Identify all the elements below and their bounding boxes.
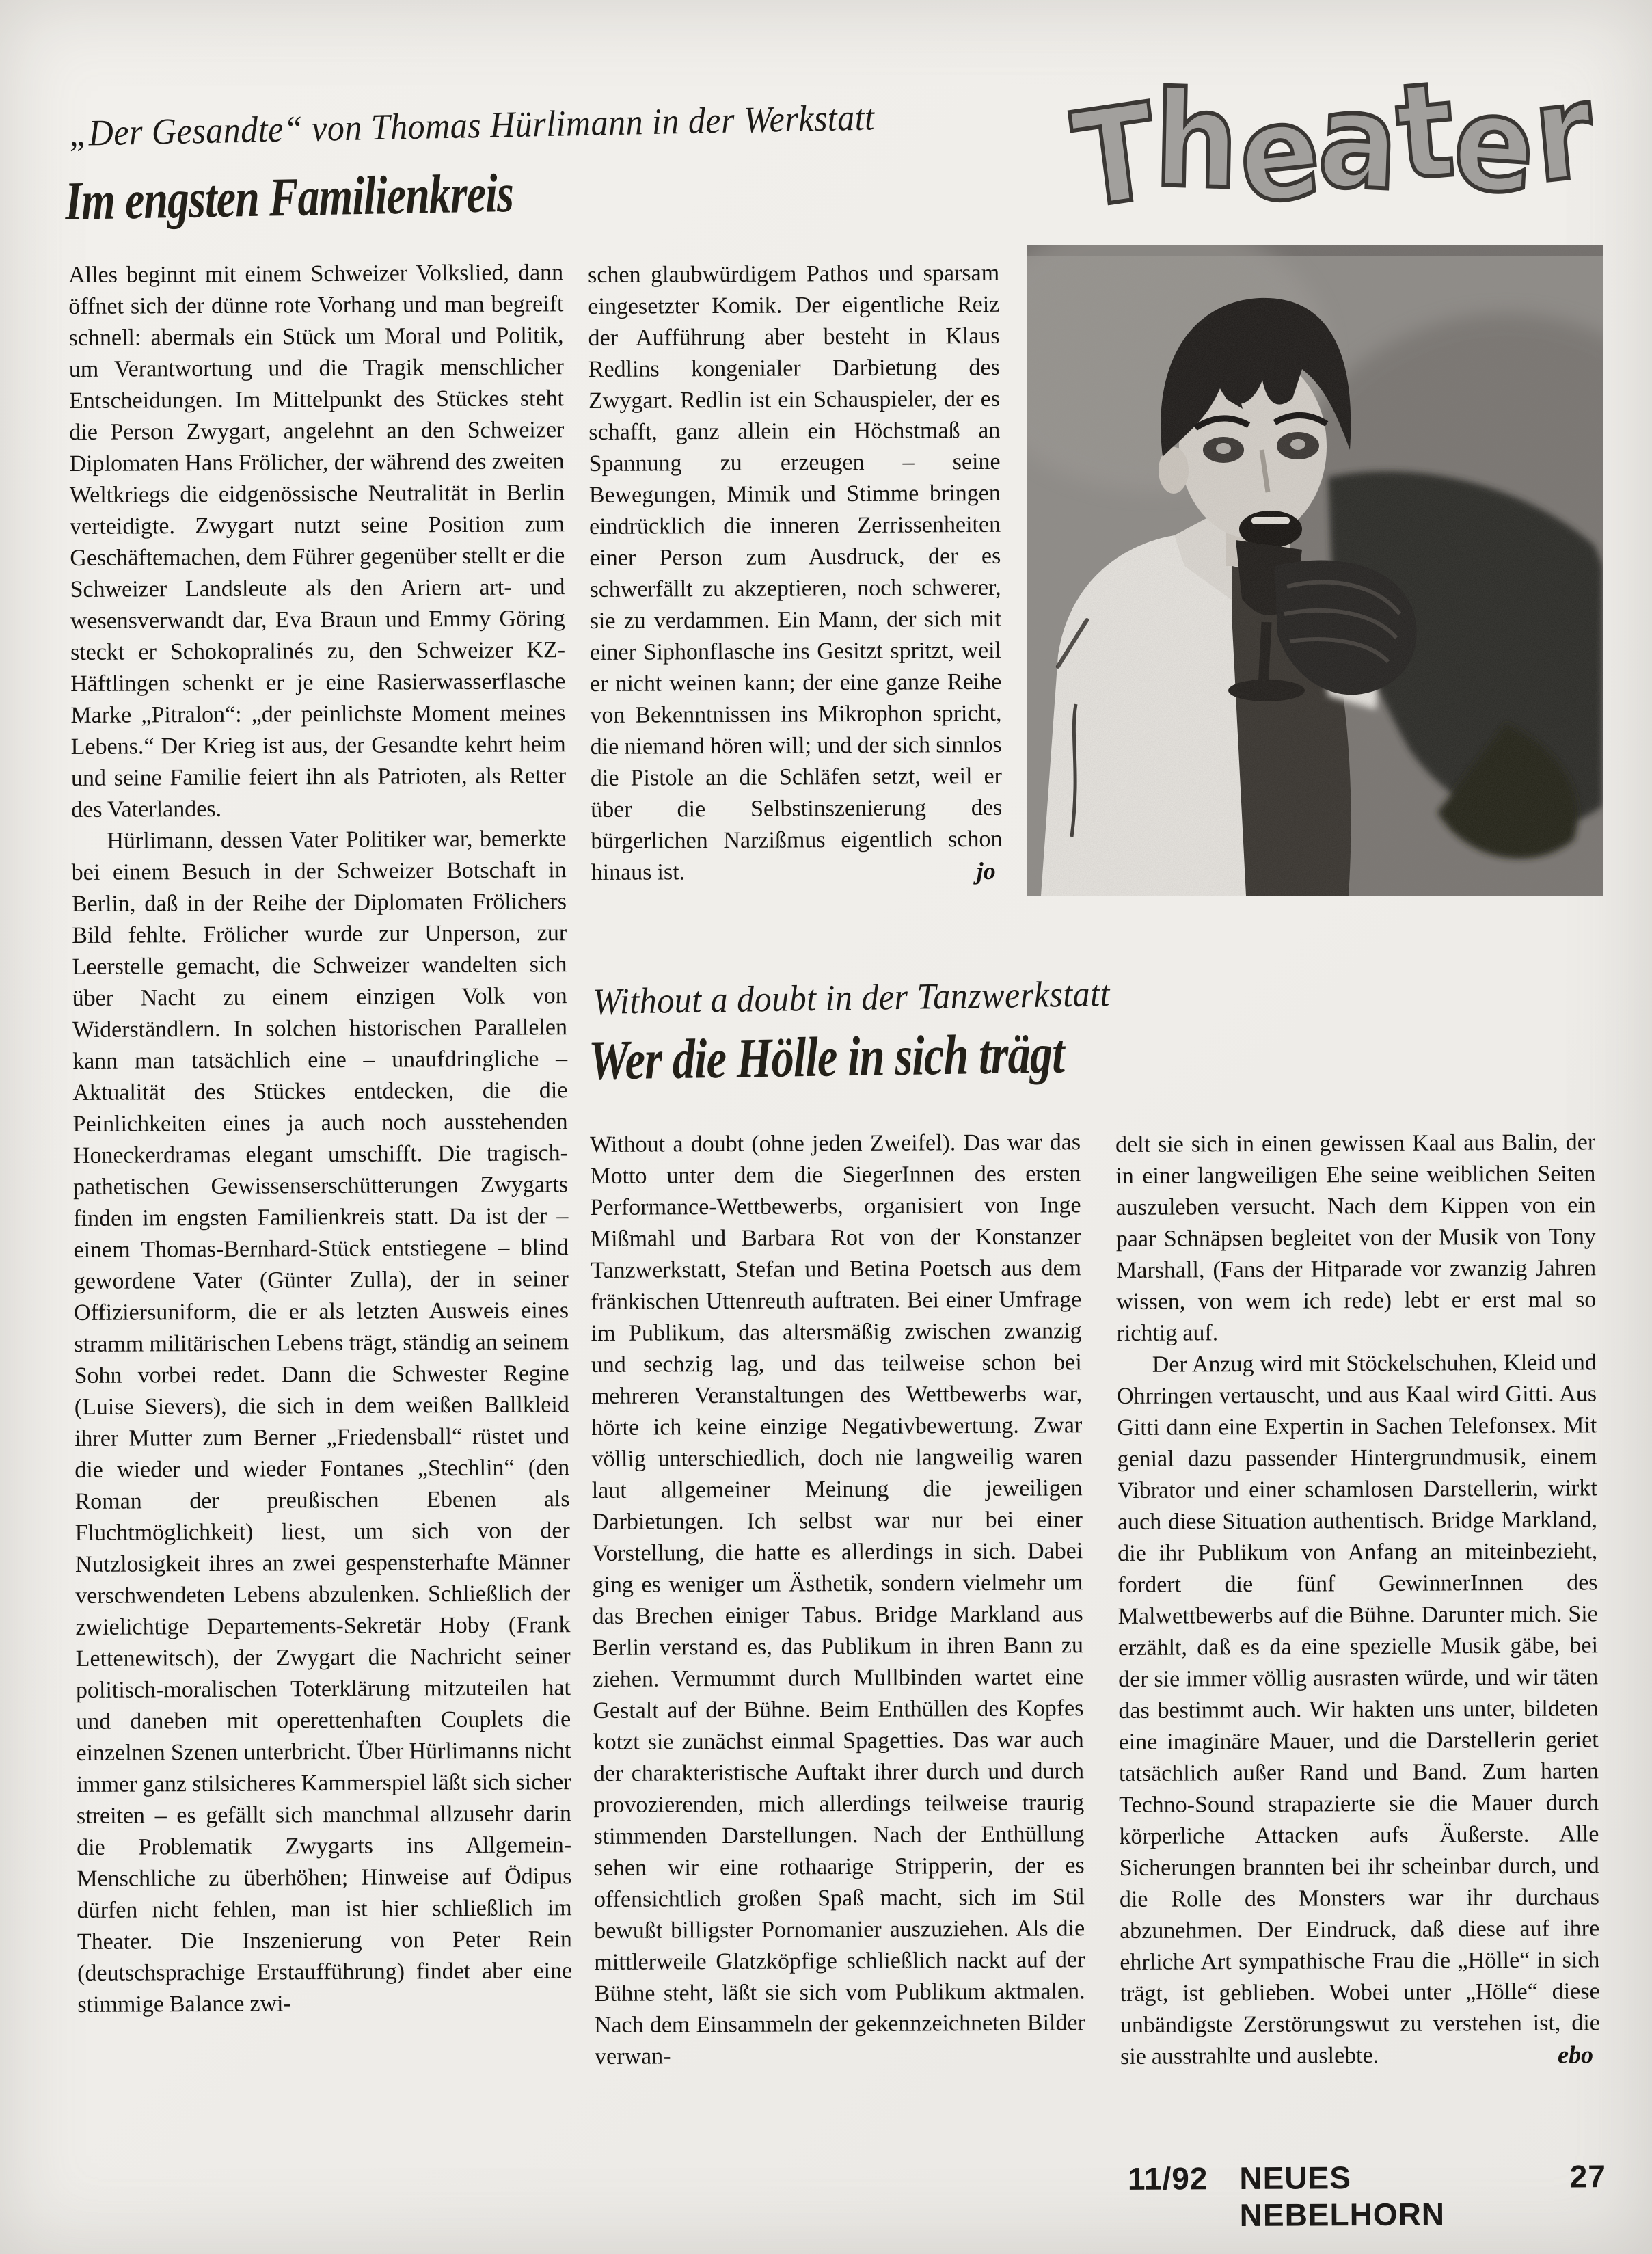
- footer-issue: 11/92: [1127, 2160, 1208, 2197]
- article2-paragraph: Der Anzug wird mit Stöckelschuhen, Kleid und Ohrringen vertauscht, und aus Kaal wird Gitti. Aus Gitti dann eine Expertin in Sachen Telefonsex. Mit genial dazu passender Hintergrundmusik, einem Vibrator und einer schamlosen Darstellerin, wirkt auch diese Situation authentisch. Bridge Markland, die ihr Publikum von Anfang an miteinbezieht, fordert die fünf GewinnerInnen des Malwettbewerbs auf die Bühne. Darunter mich. Sie erzählt, daß es da eine spezielle Musik gäbe, bei der sie immer völlig ausrasten würde, und wir täten das bestimmt auch. Wir hakten uns unter, bildeten eine imaginäre Mauer, und die Darstellerin geriet tatsächlich außer Rand und Band. Zum harten Techno-Sound strapazierte sie die Mauer durch körperliche Attacken aufs Äußerste. Alle Sicherungen brannten bei ihr scheinbar durch, und die Rolle des Monsters war ihr durchaus abzunehmen. Der Eindruck, daß diese auf ihre ehrliche Art sympathische Frau die „Hölle“ in sich trägt, ist geblieben. Wobei unter „Hölle“ diese unbändigste Zerstörungswut zu verstehen ist, die sie ausstrahlte und auslebte.: [1116, 1350, 1600, 2069]
- pen-stroke-artifact: [1066, 703, 1087, 840]
- footer-magazine-name: NEUES NEBELHORN: [1239, 2160, 1446, 2233]
- masthead-letter: t: [1392, 53, 1460, 211]
- masthead-letter: a: [1315, 64, 1401, 221]
- article1-paragraph: Alles beginnt mit einem Schweizer Volkslied, dann öffnet sich der dünne rote Vorhang und man begreift schnell: abermals ein Stück um Moral und Politik, um Verantwortung und die Tragik menschlicher Entscheidungen. Im Mittelpunkt des Stückes steht die Person Zwygart, angelehnt an den Schweizer Diplomaten Hans Frölicher, der während des zweiten Weltkriegs die eidgenössische Neutralität in Berlin verteidigte. Zwygart nutzt seine Position zum Geschäftemachen, dem Führer gegenüber stellt er die Schweizer Landsleute als den Ariern art- und wesensverwandt dar, Eva Braun und Emmy Göring steckt er Schokopralinés zu, den Schweizer KZ-Häftlingen schenkt er je eine Rasierwasserflasche Marke „Pitralon“: „der peinlichste Moment meines Lebens.“ Der Krieg ist aus, der Gesandte kehrt heim und seine Familie feiert ihn als Patrioten, als Retter des Vaterlandes.: [68, 260, 567, 822]
- section-masthead-theater: [1066, 53, 1599, 239]
- article1-column1: [68, 257, 572, 2021]
- article1-kicker: „Der Gesandte“ von Thomas Hürlimann in der Werkstatt: [68, 96, 876, 154]
- masthead-letter: e: [1232, 73, 1326, 234]
- article2-column2: [1115, 1127, 1600, 2073]
- article1-paragraph: schen glaubwürdigem Pathos und sparsam eingesetzter Komik. Der eigentliche Reiz der Aufführung aber besteht in Klaus Redlins kongenialer Darbietung des Zwygart. Redlin ist ein Schauspieler, der es schafft, ganz allein ein Höchstmaß an Spannung zu erzeugen – seine Bewegungen, Mimik und Stimme bringen eindrücklich die inneren Zerrissenheiten einer Person zum Ausdruck, der es schwerfällt zu akzeptieren, noch schwerer, sie zu verdammen. Ein Mann, der sich mit einer Siphonflasche ins Gesitzt spritzt, weil er nicht weinen kann; der eine ganze Reihe von Bekenntnissen ins Mikrophon spricht, die niemand hören will; und der sich sinnlos die Pistole an die Schläfen setzt, weil er über die Selbstinszenierung des bürgerlichen Narzißmus eigentlich schon hinaus ist.: [588, 260, 1003, 885]
- stage-photo: [1027, 245, 1603, 896]
- article1-title: Im engsten Familienkreis: [64, 161, 514, 232]
- stage-photo-graphic: [1027, 245, 1603, 896]
- masthead-letter: r: [1527, 54, 1599, 213]
- article2-author-initials: ebo: [1558, 2041, 1594, 2069]
- article2-paragraph: Without a doubt (ohne jeden Zweifel). Das war das Motto unter dem die SiegerInnen des ersten Performance-Wettbewerbs, organisiert von Inge Mißmahl und Barbara Rot von der Konstanzer Tanzwerkstatt, Stefan und Betina Poetsch aus dem fränkischen Uttenreuth auftraten. Bei einer Umfrage im Publikum, das altersmäßig zwischen zwanzig und sechzig lag, und das teilweise schon bei mehreren Veranstaltungen des Wettbewerbs war, hörte ich keine einzige Negativbewertung. Zwar völlig unterschiedlich, doch nie langweilig waren laut allgemeiner Meinung die jeweiligen Darbietungen. Ich selbst war nur bei einer Vorstellung, die hatte es allerdings in sich. Dabei ging es weniger um Ästhetik, sondern vielmehr um das Brechen einiger Tabus. Bridge Markland aus Berlin verstand es, das Publikum in ihren Bann zu ziehen. Vermummt durch Mullbinden wartet eine Gestalt auf der Bühne. Beim Enthüllen des Kopfes kotzt sie zunächst einmal Spagetties. Das war auch der charakteristische Auftakt ihrer durch und durch provozierenden, mich allerdings teilweise traurig stimmenden Darstellungen. Nach der Enthüllung sehen wir eine rothaarige Stripperin, der es offensichtlich großen Spaß macht, sich im Stil bewußt billigster Pornomanier auszuziehen. Als die mittlerweile Glatzköpfige schließlich nackt auf der Bühne steht, läßt sie sich vom Publikum aktmalen. Nach dem Einsammeln der gekennzeichneten Bilder verwan-: [590, 1129, 1085, 2069]
- article2-column1: [590, 1127, 1085, 2073]
- article1-column2: [588, 258, 1003, 889]
- masthead-letter: T: [1066, 75, 1165, 239]
- article1-author-initials: jo: [976, 857, 996, 885]
- article2-title: Wer die Hölle in sich trägt: [588, 1023, 1065, 1092]
- article2-paragraph: delt sie sich in einen gewissen Kaal aus Balin, der in einer langweiligen Ehe seine weiblichen Seiten auszuleben versucht. Nach dem Kippen von ein paar Schnäpsen begleitet von der Musik von Tony Marshall, (Fans der Hitparade vor zwanzig Jahren wissen, von wem ich rede) lebt er erst mal so richtig auf.: [1115, 1129, 1597, 1346]
- masthead-letter: e: [1450, 66, 1539, 224]
- page-footer: [1128, 2158, 1607, 2234]
- article1-paragraph: Hürlimann, dessen Vater Politiker war, bemerkte bei einem Besuch in der Schweizer Botschaft in Berlin, daß in der Reihe der Diplomaten Frölichers Bild fehlte. Frölicher wurde zur Unperson, zur Leerstelle gemacht, die Schweizer wandelten sich über Nacht zu einem einzigen Volk von Widerständlern. In solchen historischen Parallelen kann man tatsächlich eine – unaufdringliche – Aktualität des Stückes entdecken, die die Peinlichkeiten eines ja auch noch ausstehenden Honeckerdramas elegant umschifft. Die tragisch-pathetischen Gewissenserschütterungen Zwygarts finden im engsten Familienkreis statt. Da ist der – einem Thomas-Bernhard-Stück entstiegene – blind gewordene Vater (Günter Zulla), der in seiner Offiziersuniform, die er als letzten Ausweis eines stramm militärischen Lebens trägt, ständig an seinem Sohn vorbei redet. Dann die Schwester Regine (Luise Sievers), die sich in dem weißen Ballkleid ihrer Mutter zum Berner „Friedensball“ rüstet und die wieder und wieder Fontanes „Stechlin“ (den Roman der preußischen Ebenen als Fluchtmöglichkeit) liest, um sich von der Nutzlosigkeit ihres an zwei gespensterhafte Männer verschwendeten Lebens abzulenken. Schließlich der zwielichtige Departements-Sekretär Hoby (Frank Lettenewitsch), der Zwygart die Nachricht seiner politisch-moralischen Toterklärung mitzuteilen hat und daneben mit operettenhaften Couplets die einzelnen Szenen unterbricht. Über Hürlimanns nicht immer ganz stilsicheres Kammerspiel läßt sich sicher streiten – es gefällt sich manchmal allzusehr darin die Problematik Zwygarts ins Allgemein-Menschliche zu überhöhen; Hinweise auf Ödipus dürfen nicht fehlen, man ist hier schließlich im Theater. Die Inszenierung von Peter Rein (deutschsprachige Erstaufführung) findet aber eine stimmige Balance zwi-: [71, 826, 573, 2017]
- masthead-letter: h: [1152, 64, 1240, 219]
- footer-page-number: 27: [1569, 2158, 1606, 2195]
- article2-kicker: Without a doubt in der Tanzwerkstatt: [593, 972, 1111, 1022]
